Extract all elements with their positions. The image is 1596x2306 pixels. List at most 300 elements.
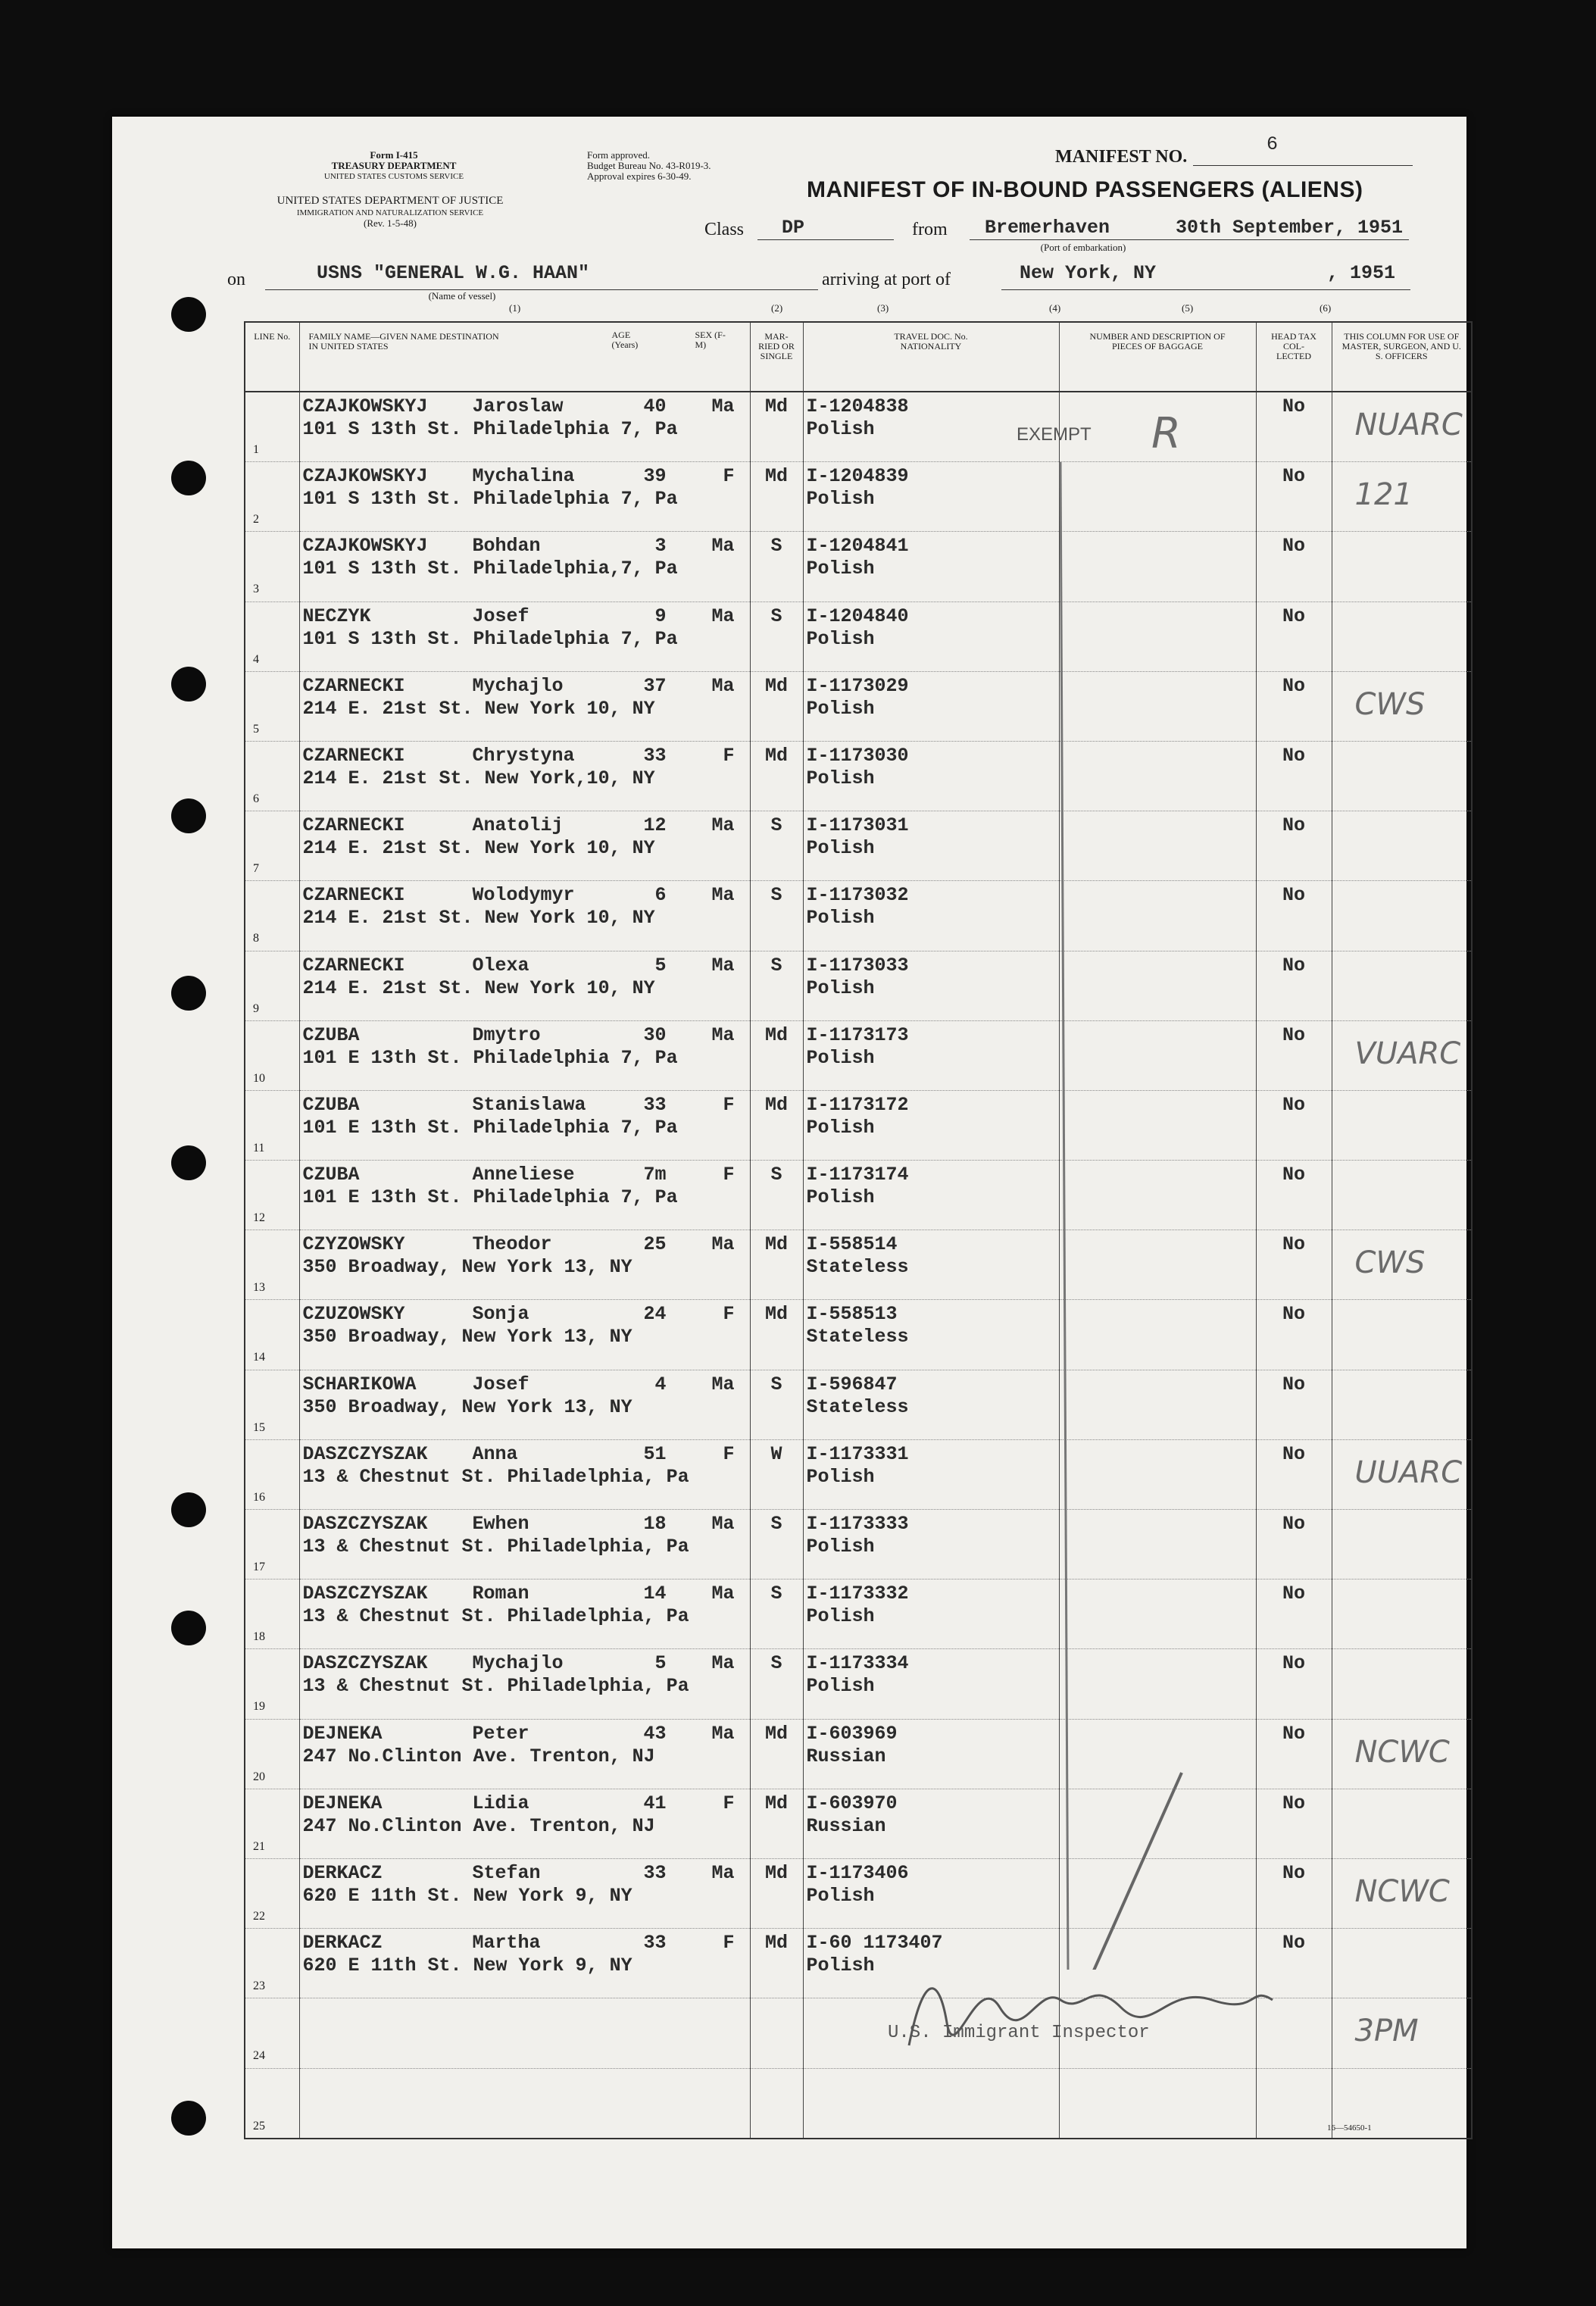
nationality: Polish — [806, 976, 875, 999]
nationality: Polish — [806, 1186, 875, 1209]
line-number: 6 — [253, 792, 259, 805]
arrival-port: New York, NY — [1020, 262, 1157, 284]
family-name: DASZCZYSZAK — [302, 1442, 428, 1465]
officer-note: 121 — [1354, 477, 1413, 513]
line-number: 24 — [253, 2049, 265, 2063]
given-name: Theodor — [472, 1233, 552, 1256]
head-tax-collected: No — [1282, 535, 1305, 558]
family-name: SCHARIKOWA — [302, 1373, 417, 1395]
inspector-signature — [894, 1954, 1288, 2061]
sex-value: Ma — [711, 1023, 735, 1046]
marital-status: S — [770, 535, 782, 558]
sex-value: Ma — [711, 674, 735, 697]
col-num-4: (4) — [1049, 302, 1061, 314]
nationality: Polish — [806, 1675, 875, 1698]
age-value: 33 — [643, 744, 667, 767]
given-name: Josef — [472, 1373, 529, 1395]
line-number: 22 — [253, 1909, 265, 1923]
from-label: from — [912, 220, 948, 239]
nationality: Stateless — [806, 1395, 909, 1418]
binder-hole — [171, 798, 206, 833]
travel-doc-number: I-1173033 — [806, 954, 909, 976]
table-row — [245, 881, 1472, 951]
family-name: DERKACZ — [302, 1932, 383, 1954]
col-num-6: (6) — [1320, 302, 1332, 314]
binder-hole — [171, 2101, 206, 2136]
head-tax-collected: No — [1282, 605, 1305, 627]
given-name: Stanislawa — [472, 1093, 586, 1116]
family-name: CZARNECKI — [302, 814, 405, 837]
family-name: CZUBA — [302, 1023, 360, 1046]
destination-address: 214 E. 21st St. New York,10, NY — [302, 767, 655, 789]
nationality: Polish — [806, 488, 875, 511]
family-name: CZARNECKI — [302, 744, 405, 767]
destination-address: 101 E 13th St. Philadelphia 7, Pa — [302, 1046, 678, 1069]
marital-status: Md — [764, 1233, 788, 1256]
table-row — [245, 1858, 1472, 1928]
head-tax-collected: No — [1282, 1303, 1305, 1326]
family-name: CZYZOWSKY — [302, 1233, 405, 1256]
officer-note: UUARC — [1354, 1455, 1463, 1490]
travel-doc-number: I-1173030 — [806, 744, 909, 767]
nationality: Russian — [806, 1814, 886, 1837]
footer-code: 16—54650-1 — [1327, 2123, 1372, 2133]
passenger-table — [244, 321, 1473, 2139]
line-number: 2 — [253, 513, 259, 527]
given-name: Dmytro — [472, 1023, 541, 1046]
marital-status: S — [770, 814, 782, 837]
sex-value: F — [723, 1442, 735, 1465]
marital-status: S — [770, 1164, 782, 1186]
line-number: 13 — [253, 1281, 265, 1295]
nationality: Polish — [806, 1465, 875, 1488]
family-name: CZAJKOWSKYJ — [302, 535, 428, 558]
marital-status: Md — [764, 1023, 788, 1046]
head-tax-collected: No — [1282, 1583, 1305, 1605]
travel-doc-number: I-1173333 — [806, 1513, 909, 1535]
col-line: LINE No. — [254, 331, 291, 342]
binder-hole — [171, 461, 206, 495]
budget-bureau: Budget Bureau No. 43-R019-3. — [587, 160, 711, 171]
binder-hole — [171, 1611, 206, 1645]
destination-address: 214 E. 21st St. New York 10, NY — [302, 907, 655, 930]
binder-hole — [171, 667, 206, 701]
nationality: Stateless — [806, 1256, 909, 1279]
line-number: 11 — [253, 1141, 265, 1155]
col-baggage: NUMBER AND DESCRIPTION OF PIECES OF BAGGAGE — [1089, 331, 1226, 352]
table-row — [245, 671, 1472, 741]
line-number: 8 — [253, 932, 259, 945]
head-tax-collected: No — [1282, 674, 1305, 697]
table-row — [245, 951, 1472, 1020]
family-name: DASZCZYSZAK — [302, 1583, 428, 1605]
sex-value: Ma — [711, 605, 735, 627]
destination-address: 350 Broadway, New York 13, NY — [302, 1326, 632, 1348]
given-name: Olexa — [472, 954, 529, 976]
head-tax-collected: No — [1282, 1513, 1305, 1535]
col-num-5: (5) — [1182, 302, 1194, 314]
destination-address: 620 E 11th St. New York 9, NY — [302, 1954, 632, 1977]
given-name: Mychajlo — [472, 674, 564, 697]
travel-doc-number: I-1173031 — [806, 814, 909, 837]
table-row — [245, 392, 1472, 462]
head-tax-collected: No — [1282, 1652, 1305, 1675]
given-name: Jaroslaw — [472, 395, 564, 417]
sex-value: Ma — [711, 1652, 735, 1675]
age-value: 6 — [654, 884, 667, 907]
family-name: DEJNEKA — [302, 1792, 383, 1814]
age-value: 14 — [643, 1583, 667, 1605]
nationality: Polish — [806, 1954, 875, 1977]
arrival-line — [1001, 289, 1410, 290]
head-tax-collected: No — [1282, 1233, 1305, 1256]
line-number: 19 — [253, 1700, 265, 1714]
given-name: Josef — [472, 605, 529, 627]
age-value: 5 — [654, 954, 667, 976]
family-name: DERKACZ — [302, 1861, 383, 1884]
family-name: CZAJKOWSKYJ — [302, 395, 428, 417]
col-sex: SEX (F-M) — [695, 330, 726, 350]
binder-hole — [171, 1145, 206, 1180]
sex-value: Ma — [711, 1583, 735, 1605]
family-name: DASZCZYSZAK — [302, 1513, 428, 1535]
officer-note: CWS — [1354, 686, 1426, 722]
binder-hole — [171, 1492, 206, 1527]
travel-doc-number: I-1204840 — [806, 605, 909, 627]
destination-address: 13 & Chestnut St. Philadelphia, Pa — [302, 1536, 689, 1558]
line-number: 14 — [253, 1351, 265, 1364]
destination-address: 247 No.Clinton Ave. Trenton, NJ — [302, 1745, 655, 1767]
sex-value: Ma — [711, 1861, 735, 1884]
table-row — [245, 1580, 1472, 1649]
given-name: Wolodymyr — [472, 884, 575, 907]
on-label: on — [227, 270, 245, 289]
port-embark-caption: (Port of embarkation) — [1040, 242, 1126, 253]
nationality: Polish — [806, 1605, 875, 1628]
exempt-stamp: EXEMPT — [1017, 424, 1092, 445]
marital-status: S — [770, 1583, 782, 1605]
age-value: 5 — [654, 1652, 667, 1675]
given-name: Bohdan — [472, 535, 541, 558]
head-tax-collected: No — [1282, 395, 1305, 417]
travel-doc-number: I-596847 — [806, 1373, 898, 1395]
given-name: Sonja — [472, 1303, 529, 1326]
age-value: 25 — [643, 1233, 667, 1256]
head-tax-collected: No — [1282, 1722, 1305, 1745]
travel-doc-number: I-1173331 — [806, 1442, 909, 1465]
nationality: Polish — [806, 627, 875, 650]
family-name: DEJNEKA — [302, 1722, 383, 1745]
col-married: MAR- RIED OR SINGLE — [758, 331, 795, 361]
table-row — [245, 1370, 1472, 1439]
table-row — [245, 1649, 1472, 1719]
destination-address: 620 E 11th St. New York 9, NY — [302, 1884, 632, 1907]
line-number: 7 — [253, 862, 259, 876]
destination-address: 101 S 13th St. Philadelphia 7, Pa — [302, 488, 678, 511]
nationality: Polish — [806, 1046, 875, 1069]
table-row — [245, 2068, 1472, 2139]
travel-doc-number: I-60 1173407 — [806, 1932, 943, 1954]
travel-doc-number: I-558514 — [806, 1233, 898, 1256]
head-tax-collected: No — [1282, 884, 1305, 907]
sex-value: Ma — [711, 1513, 735, 1535]
given-name: Martha — [472, 1932, 541, 1954]
marital-status: S — [770, 605, 782, 627]
officer-note: NUARC — [1354, 408, 1463, 442]
age-value: 30 — [643, 1023, 667, 1046]
age-value: 40 — [643, 395, 667, 417]
table-row — [245, 811, 1472, 881]
given-name: Mychajlo — [472, 1652, 564, 1675]
sex-value: Ma — [711, 535, 735, 558]
head-tax-collected: No — [1282, 744, 1305, 767]
nationality: Polish — [806, 907, 875, 930]
line-number: 25 — [253, 2119, 265, 2133]
sex-value: Ma — [711, 1722, 735, 1745]
family-name: CZARNECKI — [302, 884, 405, 907]
sex-value: F — [723, 465, 735, 488]
travel-doc-number: I-1173406 — [806, 1861, 909, 1884]
marital-status: S — [770, 884, 782, 907]
travel-doc-number: I-1173029 — [806, 674, 909, 697]
marital-status: Md — [764, 1093, 788, 1116]
col-num-1: (1) — [509, 302, 521, 314]
destination-address: 13 & Chestnut St. Philadelphia, Pa — [302, 1465, 689, 1488]
sex-value: F — [723, 1164, 735, 1186]
nationality: Polish — [806, 558, 875, 580]
destination-address: 214 E. 21st St. New York 10, NY — [302, 976, 655, 999]
table-row — [245, 1929, 1472, 1998]
destination-address: 101 E 13th St. Philadelphia 7, Pa — [302, 1116, 678, 1139]
officer-note: NCWC — [1354, 1734, 1450, 1770]
table-row — [245, 1230, 1472, 1300]
marital-status: Md — [764, 395, 788, 417]
line-number: 3 — [253, 583, 259, 596]
vessel-caption: (Name of vessel) — [428, 290, 496, 302]
binder-hole — [171, 297, 206, 332]
age-value: 7m — [643, 1164, 667, 1186]
departure-date: 30th September, 1951 — [1176, 217, 1404, 239]
sex-value: F — [723, 1932, 735, 1954]
officer-note: NCWC — [1354, 1873, 1450, 1909]
col-num-2: (2) — [771, 302, 783, 314]
family-name: NECZYK — [302, 605, 371, 627]
given-name: Anna — [472, 1442, 518, 1465]
revision: (Rev. 1-5-48) — [364, 217, 417, 229]
family-name: CZAJKOWSKYJ — [302, 465, 428, 488]
marital-status: S — [770, 1373, 782, 1395]
travel-doc-number: I-603969 — [806, 1722, 898, 1745]
class-line — [757, 239, 894, 240]
table-row — [245, 1090, 1472, 1160]
destination-address: 101 S 13th St. Philadelphia 7, Pa — [302, 627, 678, 650]
destination-address: 101 S 13th St. Philadelphia,7, Pa — [302, 558, 678, 580]
class-label: Class — [704, 220, 745, 239]
port-embarkation: Bremerhaven — [985, 217, 1110, 239]
line-number: 21 — [253, 1839, 265, 1853]
given-name: Ewhen — [472, 1513, 529, 1535]
nationality: Stateless — [806, 1326, 909, 1348]
table-row — [245, 1161, 1472, 1230]
col-age: AGE (Years) — [611, 330, 639, 350]
nationality: Polish — [806, 1116, 875, 1139]
table-row — [245, 601, 1472, 671]
travel-doc-number: I-1173032 — [806, 884, 909, 907]
head-tax-collected: No — [1282, 1373, 1305, 1395]
age-value: 51 — [643, 1442, 667, 1465]
nationality: Polish — [806, 697, 875, 720]
sex-value: Ma — [711, 954, 735, 976]
sex-value: Ma — [711, 884, 735, 907]
line-number: 1 — [253, 443, 259, 456]
marital-status: Md — [764, 744, 788, 767]
sex-value: Ma — [711, 814, 735, 837]
destination-address: 350 Broadway, New York 13, NY — [302, 1395, 632, 1418]
approval-expires: Approval expires 6-30-49. — [587, 170, 692, 182]
table-row — [245, 532, 1472, 601]
age-value: 9 — [654, 605, 667, 627]
ins-service: IMMIGRATION AND NATURALIZATION SERVICE — [296, 208, 484, 217]
marital-status: Md — [764, 1303, 788, 1326]
table-row — [245, 1719, 1472, 1789]
travel-doc-number: I-603970 — [806, 1792, 898, 1814]
from-line — [970, 239, 1409, 240]
head-tax-collected: No — [1282, 1164, 1305, 1186]
head-tax-collected: No — [1282, 954, 1305, 976]
vessel-line — [265, 289, 818, 290]
manifest-no-line — [1193, 162, 1413, 166]
line-number: 20 — [253, 1770, 265, 1783]
form-approved: Form approved. — [587, 149, 651, 161]
table-row — [245, 1998, 1472, 2068]
line-number: 17 — [253, 1561, 265, 1573]
sex-value: Ma — [711, 1233, 735, 1256]
age-value: 12 — [643, 814, 667, 837]
head-tax-collected: No — [1282, 1023, 1305, 1046]
age-value: 4 — [654, 1373, 667, 1395]
line-number: 12 — [253, 1211, 265, 1225]
treasury-dept: TREASURY DEPARTMENT — [331, 160, 457, 171]
r-mark: R — [1151, 409, 1181, 458]
baggage-pencil-line — [1045, 455, 1197, 1970]
table-row — [245, 1439, 1472, 1509]
inspector-caption: U.S. Immigrant Inspector — [888, 2023, 1150, 2043]
justice-dept: UNITED STATES DEPARTMENT OF JUSTICE — [276, 195, 504, 207]
given-name: Peter — [472, 1722, 529, 1745]
form-number: Form I-415 — [370, 149, 418, 161]
age-value: 43 — [643, 1722, 667, 1745]
marital-status: Md — [764, 1792, 788, 1814]
destination-address: 13 & Chestnut St. Philadelphia, Pa — [302, 1675, 689, 1698]
manifest-no-label: MANIFEST NO. — [1055, 147, 1188, 167]
head-tax-collected: No — [1282, 1093, 1305, 1116]
nationality: Polish — [806, 767, 875, 789]
marital-status: S — [770, 1513, 782, 1535]
arrival-year: , 1951 — [1327, 262, 1396, 284]
binder-hole — [171, 976, 206, 1011]
head-tax-collected: No — [1282, 1792, 1305, 1814]
given-name: Anneliese — [472, 1164, 575, 1186]
family-name: DASZCZYSZAK — [302, 1652, 428, 1675]
nationality: Polish — [806, 837, 875, 860]
sex-value: Ma — [711, 1373, 735, 1395]
officer-note: CWS — [1354, 1245, 1426, 1281]
marital-status: W — [770, 1442, 782, 1465]
nationality: Polish — [806, 418, 875, 440]
marital-status: S — [770, 954, 782, 976]
travel-doc-number: I-1173172 — [806, 1093, 909, 1116]
vessel-name: USNS "GENERAL W.G. HAAN" — [317, 262, 590, 284]
line-number: 15 — [253, 1420, 265, 1434]
col-tax: HEAD TAX COL- LECTED — [1271, 331, 1316, 361]
age-value: 3 — [654, 535, 667, 558]
given-name: Stefan — [472, 1861, 541, 1884]
age-value: 41 — [643, 1792, 667, 1814]
travel-doc-number: I-1204841 — [806, 535, 909, 558]
line-number: 5 — [253, 722, 259, 736]
destination-address: 101 E 13th St. Philadelphia 7, Pa — [302, 1186, 678, 1209]
travel-doc-number: I-1173173 — [806, 1023, 909, 1046]
head-tax-collected: No — [1282, 1861, 1305, 1884]
family-name: CZARNECKI — [302, 954, 405, 976]
destination-address: 214 E. 21st St. New York 10, NY — [302, 837, 655, 860]
given-name: Chrystyna — [472, 744, 575, 767]
col-name: FAMILY NAME—GIVEN NAME DESTINATION IN UNITED STATES — [308, 331, 499, 352]
given-name: Mychalina — [472, 465, 575, 488]
manifest-number: 6 — [1266, 133, 1279, 155]
age-value: 24 — [643, 1303, 667, 1326]
line-number: 18 — [253, 1630, 265, 1644]
travel-doc-number: I-1173332 — [806, 1583, 909, 1605]
destination-address: 350 Broadway, New York 13, NY — [302, 1256, 632, 1279]
line-number: 10 — [253, 1071, 265, 1085]
table-row — [245, 1020, 1472, 1090]
travel-doc-number: I-558513 — [806, 1303, 898, 1326]
age-value: 39 — [643, 465, 667, 488]
destination-address: 101 S 13th St. Philadelphia 7, Pa — [302, 418, 678, 440]
travel-doc-number: I-1204839 — [806, 465, 909, 488]
destination-address: 214 E. 21st St. New York 10, NY — [302, 697, 655, 720]
marital-status: Md — [764, 465, 788, 488]
marital-status: Md — [764, 674, 788, 697]
age-value: 33 — [643, 1861, 667, 1884]
destination-address: 13 & Chestnut St. Philadelphia, Pa — [302, 1605, 689, 1628]
customs-service: UNITED STATES CUSTOMS SERVICE — [323, 172, 464, 181]
col-num-3: (3) — [877, 302, 889, 314]
page-title: MANIFEST OF IN-BOUND PASSENGERS (ALIENS) — [807, 177, 1363, 202]
table-row — [245, 741, 1472, 811]
given-name: Roman — [472, 1583, 529, 1605]
marital-status: Md — [764, 1861, 788, 1884]
travel-doc-number: I-1173174 — [806, 1164, 909, 1186]
table-row — [245, 1510, 1472, 1580]
given-name: Anatolij — [472, 814, 564, 837]
sex-value: F — [723, 1303, 735, 1326]
officer-note: VUARC — [1354, 1036, 1461, 1071]
family-name: CZUBA — [302, 1093, 360, 1116]
given-name: Lidia — [472, 1792, 529, 1814]
family-name: CZARNECKI — [302, 674, 405, 697]
sex-value: Ma — [711, 395, 735, 417]
age-value: 18 — [643, 1513, 667, 1535]
family-name: CZUZOWSKY — [302, 1303, 405, 1326]
nationality: Polish — [806, 1884, 875, 1907]
class-value: DP — [782, 217, 805, 239]
sex-value: F — [723, 744, 735, 767]
age-value: 33 — [643, 1932, 667, 1954]
family-name: CZUBA — [302, 1164, 360, 1186]
officer-note: 3PM — [1354, 2014, 1419, 2049]
